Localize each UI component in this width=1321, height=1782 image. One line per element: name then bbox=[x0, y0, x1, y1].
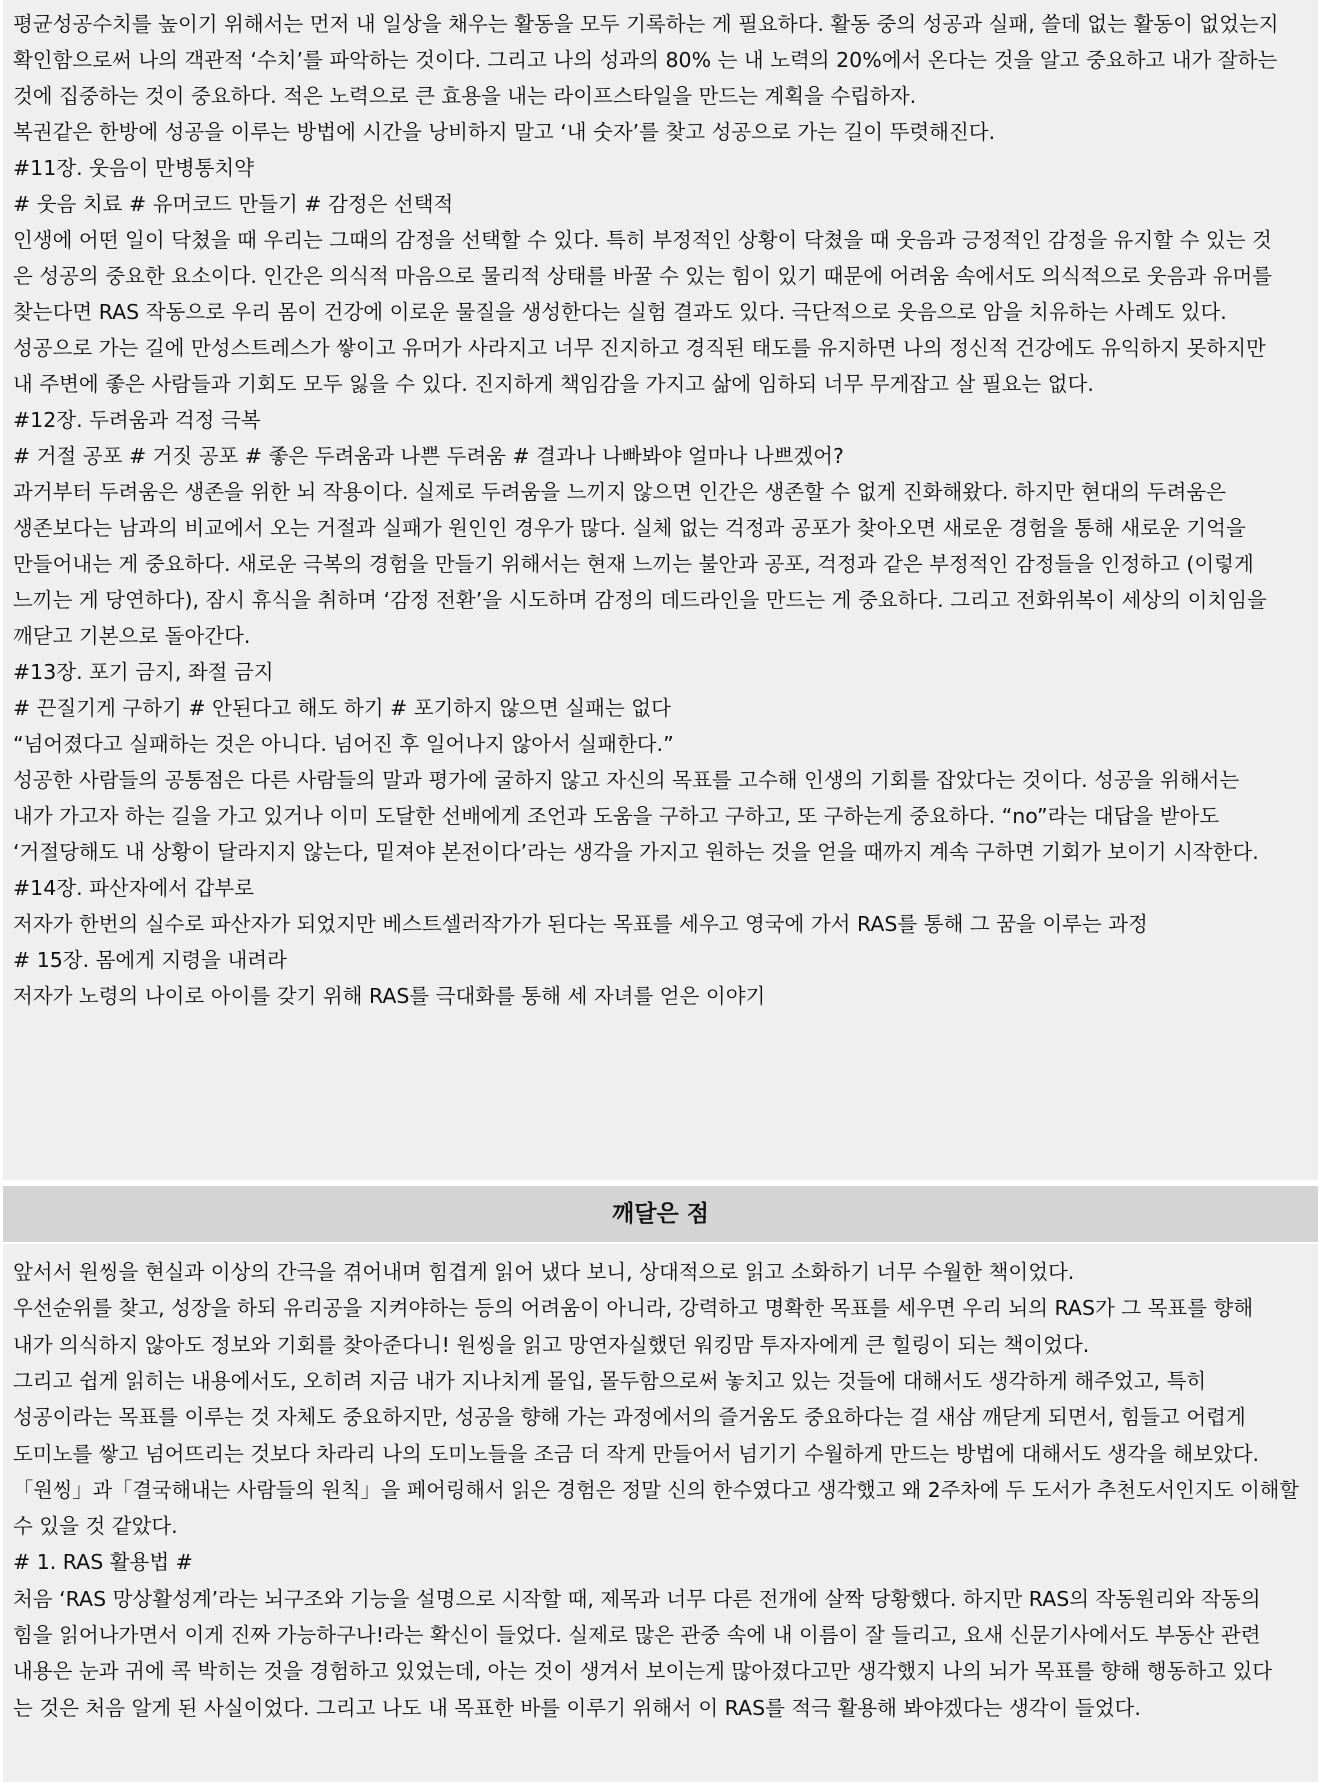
text-line: “넘어졌다고 실패하는 것은 아니다. 넘어진 후 일어나지 않아서 실패한다.” bbox=[13, 732, 674, 756]
text-line: 생존보다는 남과의 비교에서 오는 거절과 실패가 원인인 경우가 많다. 실체 없는 걱정과 공포가 찾아오면 새로운 경험을 통해 새로운 기억을 bbox=[13, 516, 1246, 540]
text-line: 것에 집중하는 것이 중요하다. 적은 노력으로 큰 효용을 내는 라이프스타일을 만드는 계획을 수립하자. bbox=[13, 84, 917, 108]
text-line: 인생에 어떤 일이 닥쳤을 때 우리는 그때의 감정을 선택할 수 있다. 특히 부정적인 상황이 닥쳤을 때 웃음과 긍정적인 감정을 유지할 수 있는 것 bbox=[13, 228, 1272, 252]
text-line: 저자가 한번의 실수로 파산자가 되었지만 베스트셀러작가가 된다는 목표를 세우고 영국에 가서 RAS를 통해 그 꿈을 이루는 과정 bbox=[13, 912, 1148, 936]
text-line: # 웃음 치료 # 유머코드 만들기 # 감정은 선택적 bbox=[13, 192, 454, 216]
text-line: 만들어내는 게 중요하다. 새로운 극복의 경험을 만들기 위해서는 현재 느끼는 불안과 공포, 걱정과 같은 부정적인 감정들을 인정하고 (이렇게 bbox=[13, 552, 1254, 576]
text-line: # 1. RAS 활용법 # bbox=[13, 1550, 193, 1575]
text-line: ‘거절당해도 내 상황이 달라지지 않는다, 밑져야 본전이다’라는 생각을 가지고 원하는 것을 얻을 때까지 계속 구하면 기회가 보이기 시작한다. bbox=[13, 840, 1259, 864]
text-line: #13장. 포기 금지, 좌절 금지 bbox=[13, 660, 274, 684]
text-line: # 15장. 몸에게 지령을 내려라 bbox=[13, 948, 287, 972]
text-line: 「원씽」과「결국해내는 사람들의 원칙」을 페어링해서 읽은 경험은 정말 신의 한수였다고 생각했고 왜 2주차에 두 도서가 추천도서인지도 이해할 bbox=[13, 1477, 1299, 1502]
text-line: 도미노를 쌓고 넘어뜨리는 것보다 차라리 나의 도미노들을 조금 더 작게 만들어서 넘기기 수월하게 만드는 방법에 대해서도 생각을 해보았다. bbox=[13, 1441, 1260, 1466]
text-line: 내 주변에 좋은 사람들과 기회도 모두 잃을 수 있다. 진지하게 책임감을 가지고 삶에 임하되 너무 무게잡고 살 필요는 없다. bbox=[13, 372, 1094, 396]
reflection-panel bbox=[3, 1244, 1318, 1782]
text-line: 는 것은 처음 알게 된 사실이었다. 그리고 나도 내 목표한 바를 이루기 위해서 이 RAS를 적극 활용해 봐야겠다는 생각이 들었다. bbox=[13, 1695, 1141, 1720]
text-line: 느끼는 게 당연하다), 잠시 휴식을 취하며 ‘감정 전환’을 시도하며 감정의 데드라인을 만드는 게 중요하다. 그리고 전화위복이 세상의 이치임을 bbox=[13, 588, 1267, 612]
text-line: 은 성공의 중요한 요소이다. 인간은 의식적 마음으로 물리적 상태를 바꿀 수 있는 힘이 있기 때문에 어려움 속에서도 의식적으로 웃음과 유머를 bbox=[13, 264, 1273, 288]
text-line: 저자가 노령의 나이로 아이를 갖기 위해 RAS를 극대화를 통해 세 자녀를 얻은 이야기 bbox=[13, 984, 766, 1008]
text-line: 내가 가고자 하는 길을 가고 있거나 이미 도달한 선배에게 조언과 도움을 구하고 구하고, 또 구하는게 중요하다. “no”라는 대답을 받아도 bbox=[13, 804, 1220, 828]
text-line: 수 있을 것 같았다. bbox=[13, 1514, 178, 1539]
text-line: #14장. 파산자에서 갑부로 bbox=[13, 876, 255, 900]
text-line: 성공한 사람들의 공통점은 다른 사람들의 말과 평가에 굴하지 않고 자신의 목표를 고수해 인생의 기회를 잡았다는 것이다. 성공을 위해서는 bbox=[13, 768, 1240, 792]
text-line: #12장. 두려움과 걱정 극복 bbox=[13, 408, 261, 432]
text-line: 우선순위를 찾고, 성장을 하되 유리공을 지켜야하는 등의 어려움이 아니라, 강력하고 명확한 목표를 세우면 우리 뇌의 RAS가 그 목표를 향해 bbox=[13, 1296, 1254, 1321]
text-line: 평균성공수치를 높이기 위해서는 먼저 내 일상을 채우는 활동을 모두 기록하는 게 필요하다. 활동 중의 성공과 실패, 쓸데 없는 활동이 없었는지 bbox=[13, 12, 1279, 36]
text-line: 앞서서 원씽을 현실과 이상의 간극을 겪어내며 힘겹게 읽어 냈다 보니, 상대적으로 읽고 소화하기 너무 수월한 책이었다. bbox=[13, 1260, 1075, 1284]
text-line: # 거절 공포 # 거짓 공포 # 좋은 두려움과 나쁜 두려움 # 결과나 나빠봐야 얼마나 나쁘겠어? bbox=[13, 444, 844, 468]
section-title: 깨달은 점 bbox=[3, 1186, 1318, 1242]
summary-panel bbox=[3, 0, 1318, 1180]
text-line: 찾는다면 RAS 작동으로 우리 몸이 건강에 이로운 물질을 생성한다는 실험 결과도 있다. 극단적으로 웃음으로 암을 치유하는 사례도 있다. bbox=[13, 300, 1227, 324]
text-line: # 끈질기게 구하기 # 안된다고 해도 하기 # 포기하지 않으면 실패는 없다 bbox=[13, 696, 671, 720]
text-line: #11장. 웃음이 만병통치약 bbox=[13, 156, 255, 180]
text-line: 처음 ‘RAS 망상활성계’라는 뇌구조와 기능을 설명으로 시작할 때, 제목과 너무 다른 전개에 살짝 당황했다. 하지만 RAS의 작동원리와 작동의 bbox=[13, 1586, 1261, 1611]
text-line: 내가 의식하지 않아도 정보와 기회를 찾아준다니! 원씽을 읽고 망연자실했던 워킹맘 투자자에게 큰 힐링이 되는 책이었다. bbox=[13, 1332, 1090, 1357]
text-line: 깨닫고 기본으로 돌아간다. bbox=[13, 624, 251, 648]
text-line: 성공으로 가는 길에 만성스트레스가 쌓이고 유머가 사라지고 너무 진지하고 경직된 태도를 유지하면 나의 정신적 건강에도 유익하지 못하지만 bbox=[13, 336, 1266, 360]
text-line: 그리고 쉽게 읽히는 내용에서도, 오히려 지금 내가 지나치게 몰입, 몰두함으로써 놓치고 있는 것들에 대해서도 생각하게 해주었고, 특히 bbox=[13, 1368, 1207, 1393]
text-line: 과거부터 두려움은 생존을 위한 뇌 작용이다. 실제로 두려움을 느끼지 않으면 인간은 생존할 수 없게 진화해왔다. 하지만 현대의 두려움은 bbox=[13, 480, 1226, 504]
text-line: 복권같은 한방에 성공을 이루는 방법에 시간을 낭비하지 말고 ‘내 숫자’를 찾고 성공으로 가는 길이 뚜렷해진다. bbox=[13, 120, 996, 144]
text-line: 힘을 읽어나가면서 이게 진짜 가능하구나!라는 확신이 들었다. 실제로 많은 관중 속에 내 이름이 잘 들리고, 요새 신문기사에서도 부동산 관련 bbox=[13, 1623, 1261, 1647]
text-line: 성공이라는 목표를 이루는 것 자체도 중요하지만, 성공을 향해 가는 과정에서의 즐거움도 중요하다는 걸 새삼 깨닫게 되면서, 힘들고 어렵게 bbox=[13, 1405, 1246, 1430]
text-line: 확인함으로써 나의 객관적 ‘수치’를 파악하는 것이다. 그리고 나의 성과의 80% 는 내 노력의 20%에서 온다는 것을 알고 중요하고 내가 잘하는 bbox=[13, 48, 1278, 72]
text-line: 내용은 눈과 귀에 콕 박히는 것을 경험하고 있었는데, 아는 것이 생겨서 보이는게 많아졌다고만 생각했지 나의 뇌가 목표를 향해 행동하고 있다 bbox=[13, 1659, 1273, 1684]
